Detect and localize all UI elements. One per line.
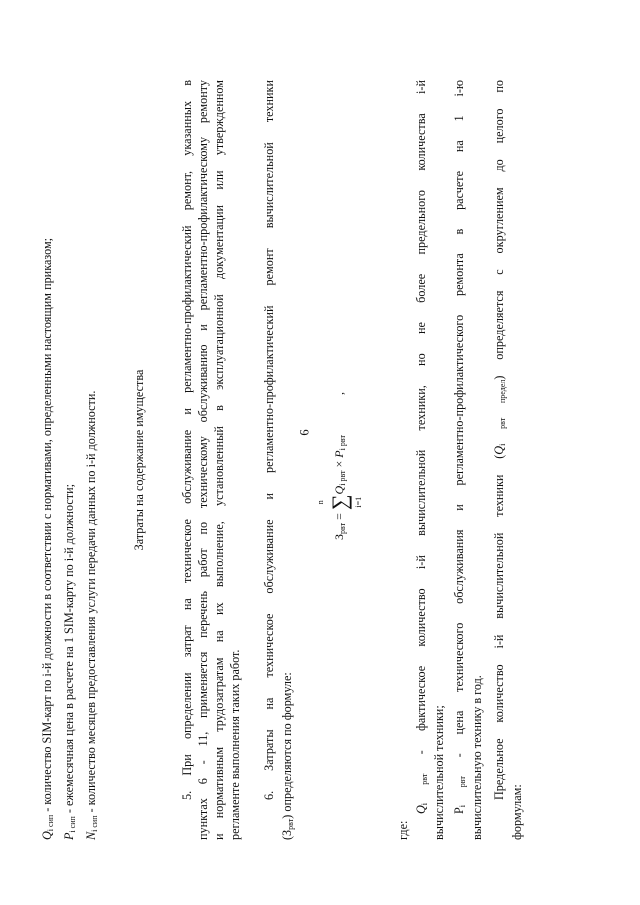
def-q-rvt-line-2: вычислительной техники; <box>432 705 446 840</box>
def-p-rvt-line-1: $P_{i рвт}$ - цена технического обслуживания и регламентно-профилактического ремонта в расчете на 1 i-ю <box>452 80 467 814</box>
p5-line-4: регламенте выполнения таких работ. <box>228 649 242 840</box>
p5-line-2: пунктах 6 - 11, применяется перечень работ по техническому обслуживанию и регламентно-профилактическому ремонту <box>196 80 210 840</box>
section-title: Затраты на содержание имущества <box>132 369 146 551</box>
def-p-rvt-line-2: вычислительную технику в год. <box>470 675 484 840</box>
def-q-rvt-line-1: $Q_{i рвт}$ - фактическое количество i-й вычислительной техники, но не более предельного количества i-й <box>414 80 429 814</box>
p5-line-3: и нормативным трудозатратам на их выполнение, установленный в эксплуатационной документации или утвержденном <box>212 80 226 840</box>
p6-line-1: 6. Затраты на техническое обслуживание и регламентно-профилактический ремонт вычислительной техники <box>262 80 276 800</box>
p6-line-2: $(З_{рвт})$ определяются по формуле: <box>280 672 295 840</box>
limit-line-1: Предельное количество i-й вычислительной техники $(Q_{i рвт предел})$ определяется с округлением до целого по <box>492 80 507 800</box>
formula-zrvt: $З_{рвт}$ = n ∑ i=1 $Q_{i рвт} \times P_{i рвт}$, <box>316 392 364 540</box>
limit-line-2: формулам: <box>510 784 524 840</box>
rotated-content <box>40 80 600 840</box>
def-q-sim: $Q_{i сип}$ - количество SIM-карт по i-й должности в соответствии с нормативами, определенными настоящим приказом; <box>40 237 55 840</box>
page-number: 6 <box>297 429 312 436</box>
def-p-sim: $P_{i сип}$ - ежемесячная цена в расчете на 1 SIM-карту по i-й должности; <box>62 484 77 840</box>
def-n-sim: $N_{i сип}$ - количество месяцев предоставления услуги передачи данных по i-й должности. <box>84 390 99 840</box>
where-label: где: <box>396 820 410 840</box>
p5-line-1: 5. При определении затрат на техническое обслуживание и регламентно-профилактический ремонт, указанных в <box>180 80 194 800</box>
